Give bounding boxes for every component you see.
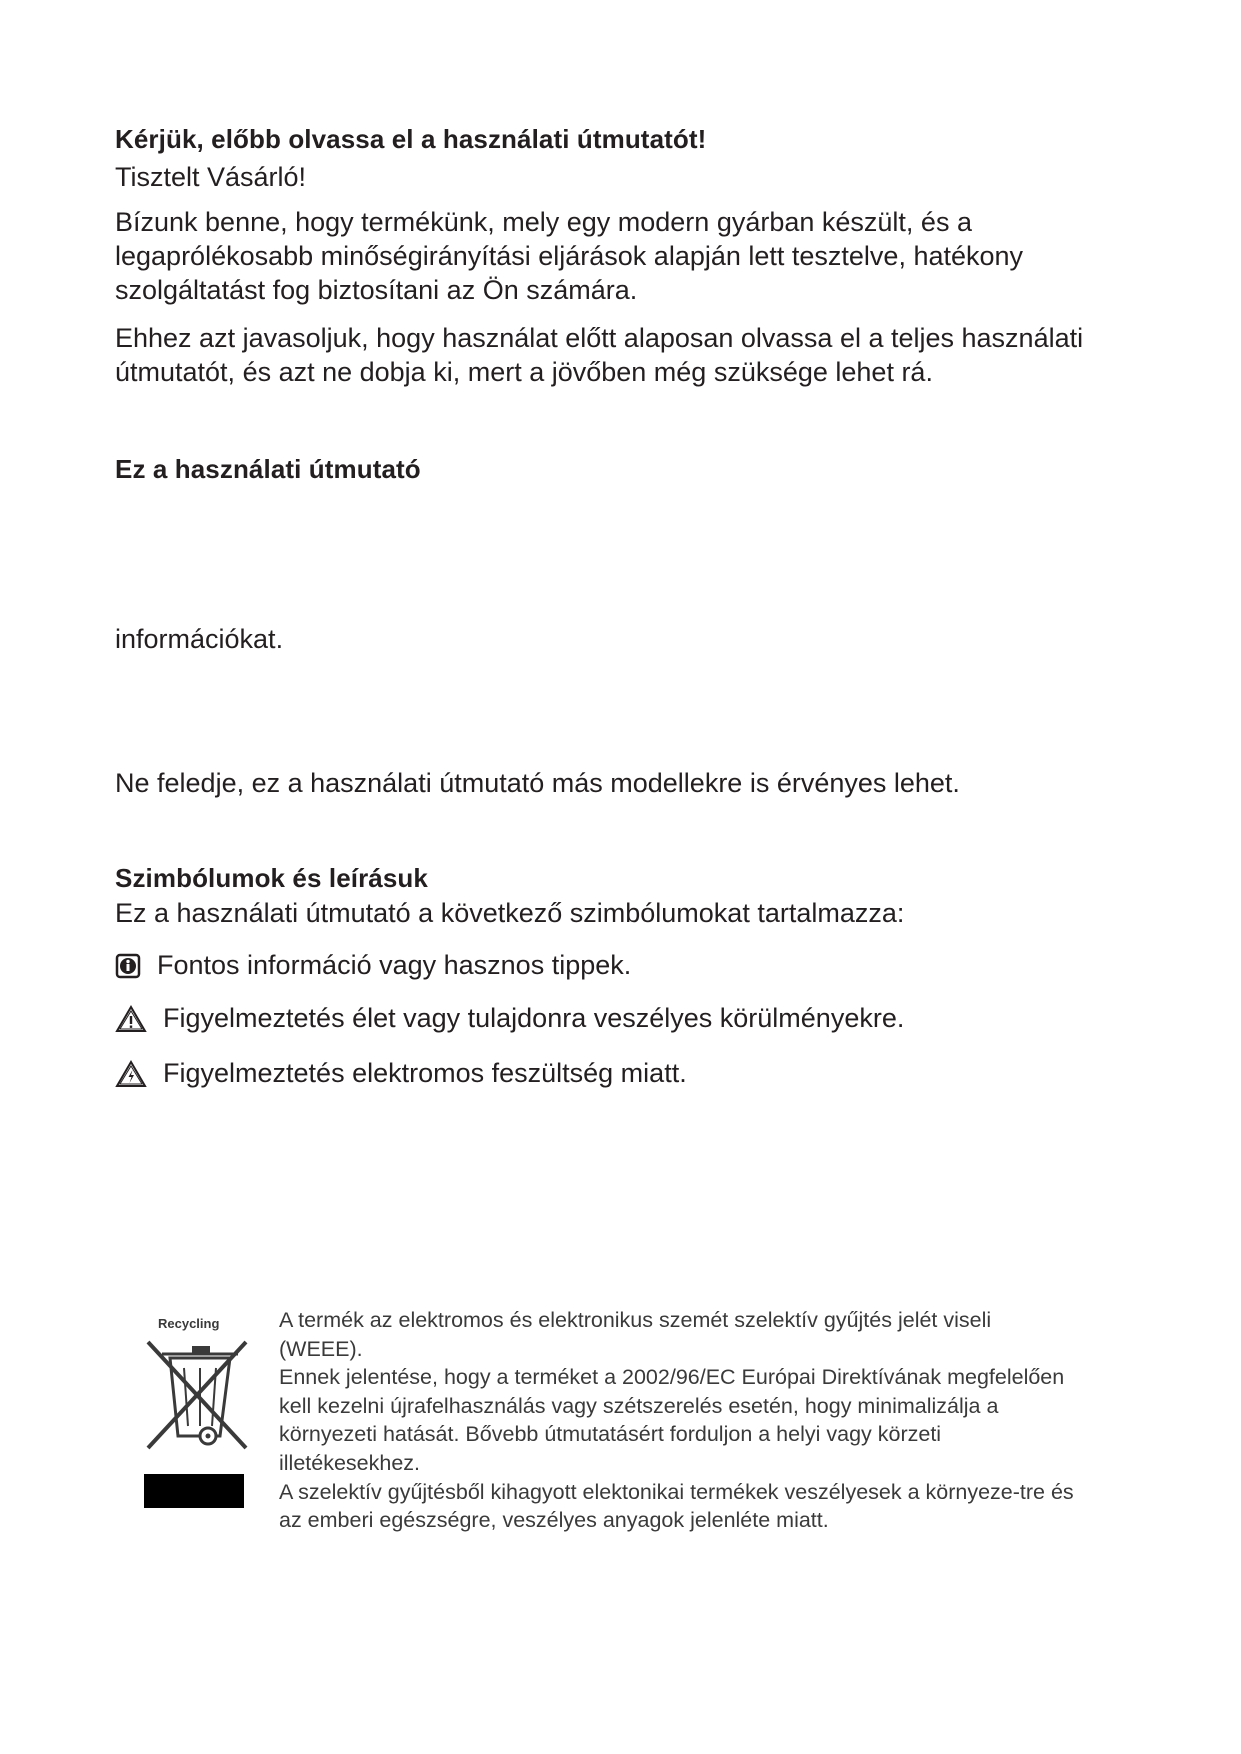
weee-logo-label: Recycling: [158, 1316, 220, 1331]
electric-warning-icon: [115, 1060, 147, 1088]
intro-paragraph-2: Ehhez azt javasoljuk, hogy használat előtt alaposan olvassa el a teljes használati útmutatót, és azt ne dobja ki, mert a jövőben még szüksége lehet rá.: [115, 323, 1084, 387]
page-title: Kérjük, előbb olvassa el a használati útmutatót!: [115, 124, 707, 154]
symbol-text-warning: Figyelmeztetés élet vagy tulajdonra veszélyes körülményekre.: [163, 1003, 905, 1033]
symbols-heading: Szimbólumok és leírásuk: [115, 863, 428, 893]
symbol-row-info: [115, 950, 631, 981]
manual-fragment: információkat.: [115, 624, 284, 654]
symbol-text-electric: Figyelmeztetés elektromos feszültség miatt.: [163, 1058, 687, 1088]
weee-line-1: A termék az elektromos és elektronikus szemét szelektív gyűjtés jelét viseli (WEEE).: [279, 1308, 992, 1361]
symbol-row-electric: [115, 1058, 687, 1089]
manual-heading: Ez a használati útmutató: [115, 454, 421, 484]
greeting: Tisztelt Vásárló!: [115, 162, 307, 192]
intro-paragraph-1: Bízunk benne, hogy termékünk, mely egy modern gyárban készült, és a legaprólékosabb minőségirányítási eljárások alapján lett tesztelve, hatékony szolgáltatást fog biztosítani az Ön számára.: [115, 207, 1024, 305]
warning-triangle-icon: [115, 1005, 147, 1033]
weee-line-2: Ennek jelentése, hogy a terméket a 2002/96/EC Európai Direktívának megfelelően kell kezelni újrafelhasználás vagy szétszerelés esetén, hogy minimalizálja a környezeti hatását. Bővebb útmutatásért forduljon a helyi vagy körzeti illetékesekhez.: [279, 1365, 1065, 1475]
weee-line-3: A szelektív gyűjtésből kihagyott elektonikai termékek veszélyesek a környeze-tre és az emberi egészségre, veszélyes anyagok jelenléte miatt.: [279, 1479, 1074, 1533]
crossed-bin-icon: [140, 1308, 264, 1548]
symbols-intro: Ez a használati útmutató a következő szimbólumokat tartalmazza:: [115, 898, 905, 928]
info-icon: [115, 953, 141, 979]
weee-text: [279, 1306, 1079, 1535]
manual-note: Ne feledje, ez a használati útmutató más modellekre is érvényes lehet.: [115, 768, 960, 798]
weee-logo: [140, 1308, 264, 1548]
symbol-text-info: Fontos információ vagy hasznos tippek.: [157, 950, 632, 980]
symbol-row-warning: [115, 1003, 904, 1034]
